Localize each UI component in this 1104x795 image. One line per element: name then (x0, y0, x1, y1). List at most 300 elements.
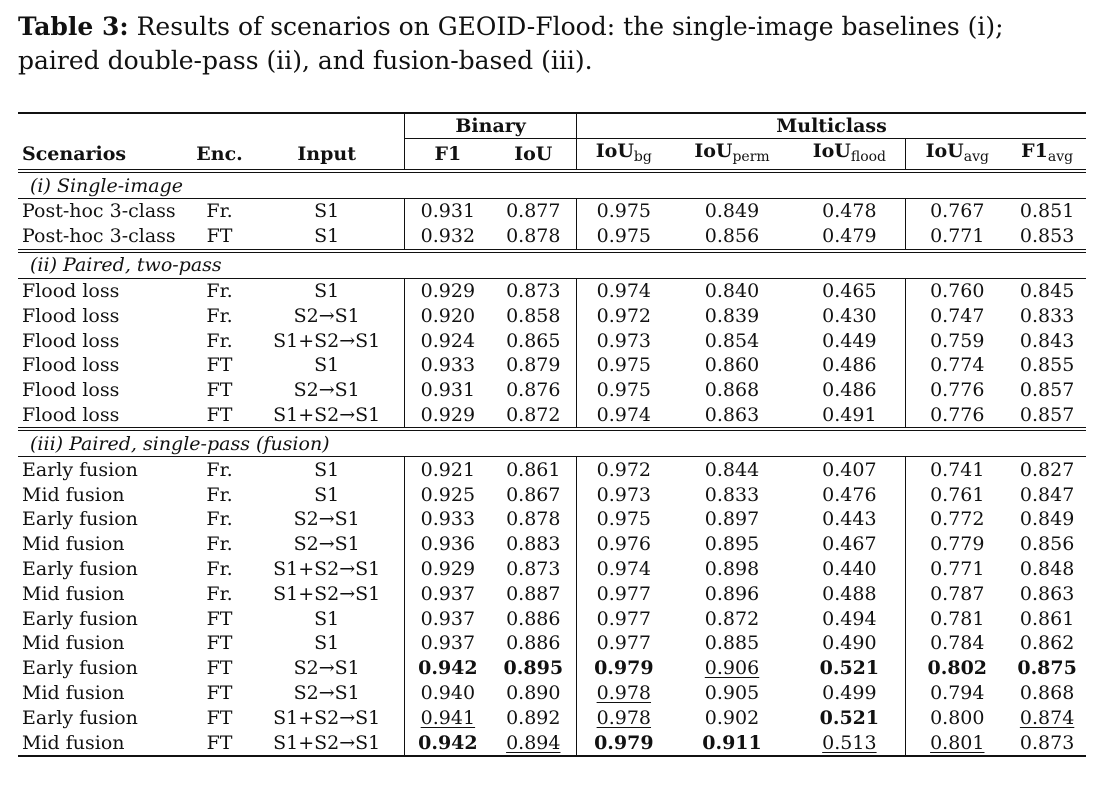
cell-value: Flood loss (22, 279, 120, 302)
cell-value: 0.975 (596, 200, 652, 223)
cell-f1 (405, 328, 491, 353)
cell-value: 0.861 (1019, 607, 1075, 630)
table-row (18, 507, 1086, 532)
cell-value: 0.407 (822, 458, 877, 481)
table-row (18, 606, 1086, 631)
cell-value: 0.933 (420, 508, 476, 531)
table-row (18, 482, 1086, 507)
cell-value: 0.890 (506, 681, 561, 704)
table-caption (18, 10, 1088, 78)
cell-enc (190, 656, 249, 681)
header-group-row (18, 114, 1086, 139)
cell-input (249, 482, 404, 507)
header-col-input (249, 139, 404, 172)
cell-value: Flood loss (22, 304, 120, 327)
cell-iou-avg (906, 403, 1008, 430)
cell-value: 0.851 (1019, 200, 1075, 223)
cell-iou-flood (793, 705, 906, 730)
cell-value: 0.896 (704, 582, 760, 605)
caption-text: Results of scenarios on GEOID-Flood: the single-image baselines (i); paired double-pass (ii), and fusion-based (iii). (18, 12, 1004, 75)
cell-iou-avg (906, 581, 1008, 606)
cell-value: 0.975 (596, 225, 652, 248)
cell-value: 0.486 (822, 354, 877, 377)
cell-value: 0.972 (596, 458, 652, 481)
cell-value: 0.467 (822, 533, 877, 556)
cell-value: 0.940 (420, 681, 476, 704)
cell-f1-avg (1008, 631, 1086, 656)
cell-value: 0.976 (596, 533, 652, 556)
cell-iou (491, 581, 577, 606)
table-row (18, 278, 1086, 303)
cell-value: 0.937 (420, 582, 476, 605)
section-row (18, 171, 1086, 199)
cell-value: 0.513 (822, 731, 877, 754)
cell-scenarios (18, 606, 190, 631)
cell-input (249, 278, 404, 303)
cell-iou-flood (793, 328, 906, 353)
cell-value: 0.760 (930, 279, 985, 302)
cell-input (249, 507, 404, 532)
cell-value: 0.878 (506, 508, 561, 531)
cell-iou-bg (577, 303, 671, 328)
cell-enc (190, 557, 249, 582)
cell-value: S2→S1 (293, 379, 360, 402)
cell-scenarios (18, 730, 190, 756)
cell-iou-flood (793, 303, 906, 328)
cell-iou-flood (793, 532, 906, 557)
cell-value: S1+S2→S1 (273, 731, 381, 754)
cell-iou-perm (671, 532, 794, 557)
cell-f1 (405, 581, 491, 606)
cell-f1-avg (1008, 353, 1086, 378)
cell-iou-bg (577, 457, 671, 482)
table-row (18, 681, 1086, 706)
cell-input (249, 224, 404, 251)
cell-value: 0.839 (704, 304, 760, 327)
cell-iou (491, 507, 577, 532)
cell-value: 0.827 (1019, 458, 1075, 481)
cell-input (249, 557, 404, 582)
cell-value: 0.979 (594, 731, 654, 754)
cell-value: 0.802 (927, 657, 988, 680)
cell-value: 0.858 (506, 304, 561, 327)
cell-f1 (405, 378, 491, 403)
cell-input (249, 303, 404, 328)
cell-value: 0.771 (930, 557, 985, 580)
header-main: IoU (595, 140, 634, 162)
cell-scenarios (18, 557, 190, 582)
cell-iou-bg (577, 581, 671, 606)
cell-value: FT (206, 607, 233, 630)
table-body (18, 113, 1086, 757)
cell-iou (491, 557, 577, 582)
cell-iou-perm (671, 681, 794, 706)
cell-value: 0.845 (1019, 279, 1075, 302)
bottom-rule (18, 756, 1086, 757)
header-subscript: avg (963, 149, 989, 165)
cell-value: 0.911 (702, 731, 762, 754)
cell-iou (491, 532, 577, 557)
cell-f1-avg (1008, 581, 1086, 606)
cell-value: Early fusion (22, 508, 138, 531)
results-table (18, 112, 1086, 757)
cell-iou-perm (671, 581, 794, 606)
table-row (18, 631, 1086, 656)
cell-value: 0.894 (506, 731, 561, 754)
cell-iou-flood (793, 199, 906, 224)
header-main: Enc. (196, 142, 243, 165)
cell-iou-bg (577, 681, 671, 706)
header-subscript: avg (1047, 149, 1074, 165)
cell-iou (491, 705, 577, 730)
cell-value: 0.873 (1019, 731, 1075, 754)
header-main: Input (297, 142, 356, 165)
cell-scenarios (18, 403, 190, 430)
cell-value: 0.875 (1017, 657, 1077, 680)
cell-input (249, 353, 404, 378)
cell-value: S1+S2→S1 (273, 329, 381, 352)
cell-iou-bg (577, 278, 671, 303)
cell-iou-perm (671, 403, 794, 430)
cell-iou (491, 278, 577, 303)
cell-value: 0.941 (420, 706, 476, 729)
cell-value: S1 (314, 607, 340, 630)
cell-iou-bg (577, 532, 671, 557)
cell-iou-perm (671, 457, 794, 482)
cell-iou (491, 224, 577, 251)
header-subscript: flood (850, 149, 887, 165)
cell-value: 0.876 (506, 379, 561, 402)
cell-value: 0.490 (822, 632, 877, 655)
cell-value: 0.868 (1019, 681, 1075, 704)
section-title: (i) Single-image (18, 171, 1086, 199)
cell-value: 0.892 (506, 706, 561, 729)
cell-value: FT (206, 632, 233, 655)
cell-iou-flood (793, 224, 906, 251)
cell-value: 0.977 (596, 582, 652, 605)
cell-f1-avg (1008, 457, 1086, 482)
cell-iou-avg (906, 606, 1008, 631)
cell-f1 (405, 705, 491, 730)
header-main: IoU (514, 143, 553, 165)
cell-value: 0.787 (930, 582, 985, 605)
cell-value: 0.856 (704, 225, 760, 248)
cell-iou-flood (793, 353, 906, 378)
cell-iou-bg (577, 631, 671, 656)
cell-value: Fr. (206, 304, 233, 327)
cell-iou-perm (671, 199, 794, 224)
cell-f1-avg (1008, 328, 1086, 353)
cell-value: 0.741 (930, 458, 985, 481)
cell-value: 0.873 (506, 279, 561, 302)
cell-f1-avg (1008, 606, 1086, 631)
cell-value: Fr. (206, 483, 233, 506)
cell-value: 0.494 (822, 607, 877, 630)
cell-value: 0.521 (819, 706, 880, 729)
cell-value: 0.886 (506, 632, 561, 655)
cell-iou-avg (906, 378, 1008, 403)
cell-value: 0.865 (506, 329, 561, 352)
cell-iou-perm (671, 378, 794, 403)
cell-scenarios (18, 378, 190, 403)
cell-value: 0.868 (704, 379, 760, 402)
cell-scenarios (18, 328, 190, 353)
cell-input (249, 328, 404, 353)
cell-value: FT (206, 681, 233, 704)
cell-enc (190, 378, 249, 403)
cell-iou (491, 656, 577, 681)
cell-iou-perm (671, 224, 794, 251)
cell-value: 0.772 (930, 508, 985, 531)
cell-enc (190, 353, 249, 378)
cell-value: 0.878 (506, 225, 561, 248)
cell-scenarios (18, 532, 190, 557)
cell-value: 0.942 (418, 731, 478, 754)
cell-value: 0.906 (704, 657, 760, 680)
cell-value: 0.872 (704, 607, 760, 630)
cell-f1-avg (1008, 199, 1086, 224)
cell-iou-avg (906, 681, 1008, 706)
table-row (18, 224, 1086, 251)
cell-enc (190, 581, 249, 606)
cell-value: 0.977 (596, 607, 652, 630)
section-row (18, 429, 1086, 457)
cell-value: 0.942 (418, 657, 478, 680)
cell-iou-perm (671, 482, 794, 507)
cell-input (249, 403, 404, 430)
cell-value: FT (206, 403, 233, 426)
cell-value: Early fusion (22, 557, 138, 580)
table-row (18, 328, 1086, 353)
cell-iou-avg (906, 507, 1008, 532)
cell-value: 0.929 (420, 403, 476, 426)
cell-iou (491, 457, 577, 482)
header-group-binary: Binary (405, 114, 577, 139)
cell-value: 0.883 (506, 533, 561, 556)
cell-scenarios (18, 353, 190, 378)
cell-iou-avg (906, 328, 1008, 353)
cell-value: 0.861 (506, 458, 561, 481)
cell-iou-avg (906, 631, 1008, 656)
section-title: (ii) Paired, two-pass (18, 251, 1086, 279)
cell-iou-flood (793, 631, 906, 656)
cell-value: S1+S2→S1 (273, 582, 381, 605)
cell-value: Fr. (206, 582, 233, 605)
cell-value: 0.975 (596, 379, 652, 402)
cell-f1 (405, 606, 491, 631)
cell-iou-bg (577, 482, 671, 507)
cell-scenarios (18, 705, 190, 730)
cell-iou-avg (906, 353, 1008, 378)
cell-value: 0.872 (506, 403, 561, 426)
cell-value: 0.924 (420, 329, 476, 352)
cell-enc (190, 730, 249, 756)
cell-f1-avg (1008, 303, 1086, 328)
cell-value: 0.863 (1019, 582, 1075, 605)
cell-value: 0.931 (420, 200, 476, 223)
table-row (18, 378, 1086, 403)
cell-f1-avg (1008, 532, 1086, 557)
cell-enc (190, 631, 249, 656)
cell-value: S2→S1 (293, 681, 360, 704)
cell-value: 0.920 (420, 304, 476, 327)
header-main: F1 (1021, 140, 1048, 162)
cell-value: 0.776 (930, 403, 985, 426)
cell-value: S1 (314, 279, 340, 302)
cell-input (249, 656, 404, 681)
cell-value: 0.902 (704, 706, 760, 729)
cell-iou-avg (906, 730, 1008, 756)
cell-value: Post-hoc 3-class (22, 200, 176, 223)
cell-value: 0.844 (704, 458, 760, 481)
cell-iou-perm (671, 656, 794, 681)
cell-enc (190, 278, 249, 303)
cell-value: 0.972 (596, 304, 652, 327)
cell-enc (190, 403, 249, 430)
cell-f1 (405, 403, 491, 430)
cell-enc (190, 705, 249, 730)
cell-input (249, 730, 404, 756)
header-main: Scenarios (22, 142, 127, 165)
cell-f1 (405, 278, 491, 303)
cell-value: 0.979 (594, 657, 654, 680)
cell-value: 0.856 (1019, 533, 1075, 556)
cell-f1 (405, 557, 491, 582)
cell-value: S1+S2→S1 (273, 403, 381, 426)
cell-value: Fr. (206, 279, 233, 302)
cell-value: 0.784 (930, 632, 985, 655)
cell-value: 0.486 (822, 379, 877, 402)
section-row (18, 251, 1086, 279)
header-main: F1 (434, 143, 462, 165)
cell-iou-perm (671, 507, 794, 532)
cell-value: 0.937 (420, 632, 476, 655)
cell-value: Mid fusion (22, 533, 125, 556)
cell-f1-avg (1008, 403, 1086, 430)
cell-value: S1 (314, 458, 340, 481)
cell-value: 0.975 (596, 354, 652, 377)
cell-value: 0.465 (822, 279, 877, 302)
cell-value: S1 (314, 632, 340, 655)
cell-value: S2→S1 (293, 508, 360, 531)
cell-iou-perm (671, 353, 794, 378)
cell-iou-avg (906, 224, 1008, 251)
header-group-multiclass: Multiclass (577, 114, 1086, 139)
cell-iou (491, 328, 577, 353)
cell-value: 0.801 (930, 731, 985, 754)
cell-iou (491, 482, 577, 507)
cell-value: 0.833 (1019, 304, 1075, 327)
cell-iou-bg (577, 730, 671, 756)
cell-value: 0.491 (822, 403, 877, 426)
cell-iou-perm (671, 303, 794, 328)
cell-iou-bg (577, 224, 671, 251)
cell-enc (190, 606, 249, 631)
cell-f1 (405, 199, 491, 224)
cell-iou-avg (906, 705, 1008, 730)
table-row (18, 705, 1086, 730)
cell-value: FT (206, 731, 233, 754)
cell-iou-bg (577, 328, 671, 353)
cell-value: Mid fusion (22, 681, 125, 704)
caption-label: Table 3: (18, 12, 129, 41)
header-col-f1-avg (1008, 139, 1086, 172)
cell-value: 0.978 (596, 681, 652, 704)
cell-iou-bg (577, 557, 671, 582)
cell-iou-bg (577, 606, 671, 631)
cell-iou-perm (671, 606, 794, 631)
cell-f1-avg (1008, 507, 1086, 532)
cell-value: Mid fusion (22, 731, 125, 754)
cell-value: 0.776 (930, 379, 985, 402)
cell-value: 0.853 (1019, 225, 1075, 248)
cell-value: S1 (314, 354, 340, 377)
cell-value: 0.933 (420, 354, 476, 377)
cell-value: FT (206, 657, 233, 680)
cell-value: 0.774 (930, 354, 985, 377)
cell-f1-avg (1008, 482, 1086, 507)
cell-value: 0.978 (596, 706, 652, 729)
cell-value: 0.877 (506, 200, 561, 223)
cell-iou-flood (793, 557, 906, 582)
cell-value: 0.771 (930, 225, 985, 248)
cell-value: 0.849 (704, 200, 760, 223)
header-col-scenarios (18, 139, 190, 172)
cell-value: 0.794 (930, 681, 985, 704)
cell-value: 0.929 (420, 279, 476, 302)
cell-value: 0.898 (704, 557, 760, 580)
cell-value: Fr. (206, 329, 233, 352)
cell-value: 0.479 (822, 225, 877, 248)
cell-value: 0.449 (822, 329, 877, 352)
header-column-row (18, 139, 1086, 172)
cell-value: 0.974 (596, 403, 652, 426)
cell-iou-avg (906, 656, 1008, 681)
cell-value: Flood loss (22, 379, 120, 402)
cell-iou-flood (793, 403, 906, 430)
cell-f1 (405, 507, 491, 532)
cell-value: Post-hoc 3-class (22, 225, 176, 248)
cell-iou (491, 631, 577, 656)
cell-value: 0.499 (822, 681, 877, 704)
header-col-enc (190, 139, 249, 172)
cell-input (249, 378, 404, 403)
cell-value: S1+S2→S1 (273, 706, 381, 729)
cell-iou (491, 606, 577, 631)
cell-value: 0.925 (420, 483, 476, 506)
cell-value: FT (206, 354, 233, 377)
cell-value: 0.855 (1019, 354, 1075, 377)
cell-scenarios (18, 303, 190, 328)
cell-iou (491, 681, 577, 706)
cell-value: 0.478 (822, 200, 877, 223)
cell-iou-flood (793, 278, 906, 303)
cell-value: Early fusion (22, 657, 138, 680)
cell-value: Fr. (206, 458, 233, 481)
cell-f1 (405, 457, 491, 482)
cell-scenarios (18, 482, 190, 507)
cell-value: 0.857 (1019, 403, 1075, 426)
cell-value: 0.977 (596, 632, 652, 655)
table-row (18, 557, 1086, 582)
cell-iou-avg (906, 457, 1008, 482)
cell-value: 0.779 (930, 533, 985, 556)
cell-value: 0.860 (704, 354, 760, 377)
cell-input (249, 532, 404, 557)
cell-f1-avg (1008, 681, 1086, 706)
cell-value: 0.973 (596, 329, 652, 352)
header-main: IoU (694, 140, 733, 162)
